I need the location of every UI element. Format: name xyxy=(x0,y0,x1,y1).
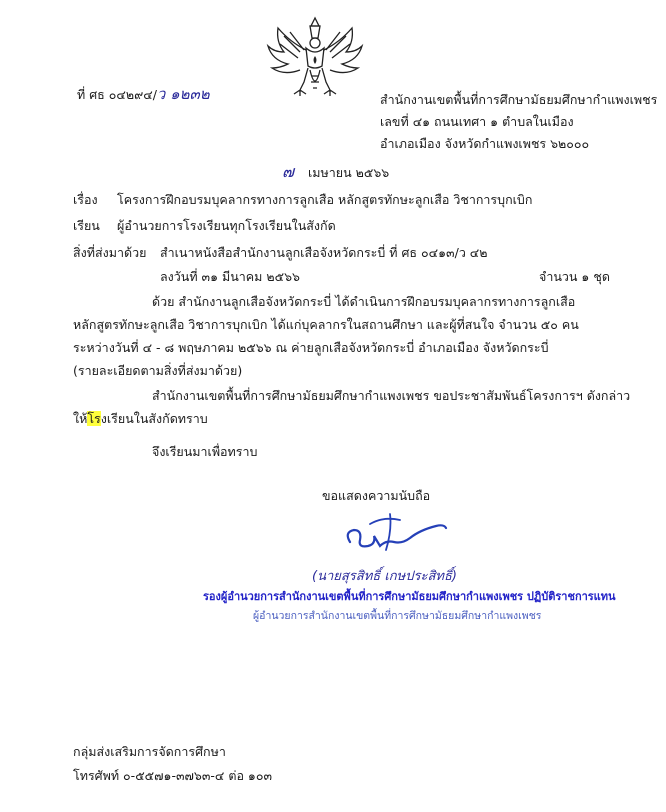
handwritten-signature xyxy=(340,510,450,558)
body-para1-line1: ด้วย สำนักงานลูกเสือจังหวัดกระบี่ ได้ดำเนินการฝึกอบรมบุคลากรทางการลูกเสือ xyxy=(152,294,576,309)
body-para1-line3: ระหว่างวันที่ ๔ - ๘ พฤษภาคม ๒๕๖๖ ณ ค่ายลูกเสือจังหวัดกระบี่ อำเภอเมือง จังหวัดกระบี่ xyxy=(73,340,549,355)
regards-text: ขอแสดงความนับถือ xyxy=(322,488,431,503)
attachment-quantity: จำนวน ๑ ชุด xyxy=(539,269,610,284)
signatory-position-line2: ผู้อำนวยการสำนักงานเขตพื้นที่การศึกษามัธยมศึกษากำแพงเพชร xyxy=(253,610,542,622)
document-number-handwritten: ว ๑๒๓๒ xyxy=(156,85,210,103)
highlighted-text: โร xyxy=(87,411,101,426)
garuda-emblem xyxy=(260,12,370,104)
document-number: ที่ ศธ ๐๔๒๙๔/ว ๑๒๓๒ xyxy=(77,85,210,103)
signatory-name: (นายสุรสิทธิ์ เกษประสิทธิ์) xyxy=(312,569,457,584)
body-para2-line1: สำนักงานเขตพื้นที่การศึกษามัธยมศึกษากำแพงเพชร ขอประชาสัมพันธ์โครงการฯ ดังกล่าว xyxy=(152,388,631,403)
body-para2-line2: ให้โรงเรียนในสังกัดทราบ xyxy=(73,411,208,426)
attachment-label: สิ่งที่ส่งมาด้วย xyxy=(73,245,147,260)
body-para1-line4: (รายละเอียดตามสิ่งที่ส่งมาด้วย) xyxy=(73,363,243,378)
attachment-line2: ลงวันที่ ๓๑ มีนาคม ๒๕๖๖ xyxy=(160,269,300,284)
signatory-position-line1: รองผู้อำนวยการสำนักงานเขตพื้นที่การศึกษามัธยมศึกษากำแพงเพชร ปฏิบัติราชการแทน xyxy=(203,590,616,603)
office-address-city: อำเภอเมือง จังหวัดกำแพงเพชร ๖๒๐๐๐ xyxy=(380,136,590,151)
attachment-line1: สำเนาหนังสือสำนักงานลูกเสือจังหวัดกระบี่ ที่ ศธ ๐๔๑๓/ว ๔๒ xyxy=(160,245,488,260)
document-date: ๗ เมษายน ๒๕๖๖ xyxy=(282,162,390,181)
office-name: สำนักงานเขตพื้นที่การศึกษามัธยมศึกษากำแพงเพชร xyxy=(380,92,658,107)
subject-text: โครงการฝึกอบรมบุคลากรทางการลูกเสือ หลักสูตรทักษะลูกเสือ วิชาการบุกเบิก xyxy=(117,192,533,207)
date-day-handwritten: ๗ xyxy=(282,162,295,181)
footer-department: กลุ่มส่งเสริมการจัดการศึกษา xyxy=(73,744,226,759)
subject-label: เรื่อง xyxy=(73,192,98,207)
salutation-label: เรียน xyxy=(73,218,100,233)
closing-line: จึงเรียนมาเพื่อทราบ xyxy=(152,444,258,459)
footer-phone: โทรศัพท์ ๐-๕๕๗๑-๓๗๖๓-๔ ต่อ ๑๐๓ xyxy=(73,768,273,783)
body-para1-line2: หลักสูตรทักษะลูกเสือ วิชาการบุกเบิก ได้แก่บุคลากรในสถานศึกษา และผู้ที่สนใจ จำนวน ๕๐ คน xyxy=(73,317,579,332)
salutation-text: ผู้อำนวยการโรงเรียนทุกโรงเรียนในสังกัด xyxy=(117,218,336,233)
office-address-street: เลขที่ ๔๑ ถนนเทศา ๑ ตำบลในเมือง xyxy=(380,114,574,129)
